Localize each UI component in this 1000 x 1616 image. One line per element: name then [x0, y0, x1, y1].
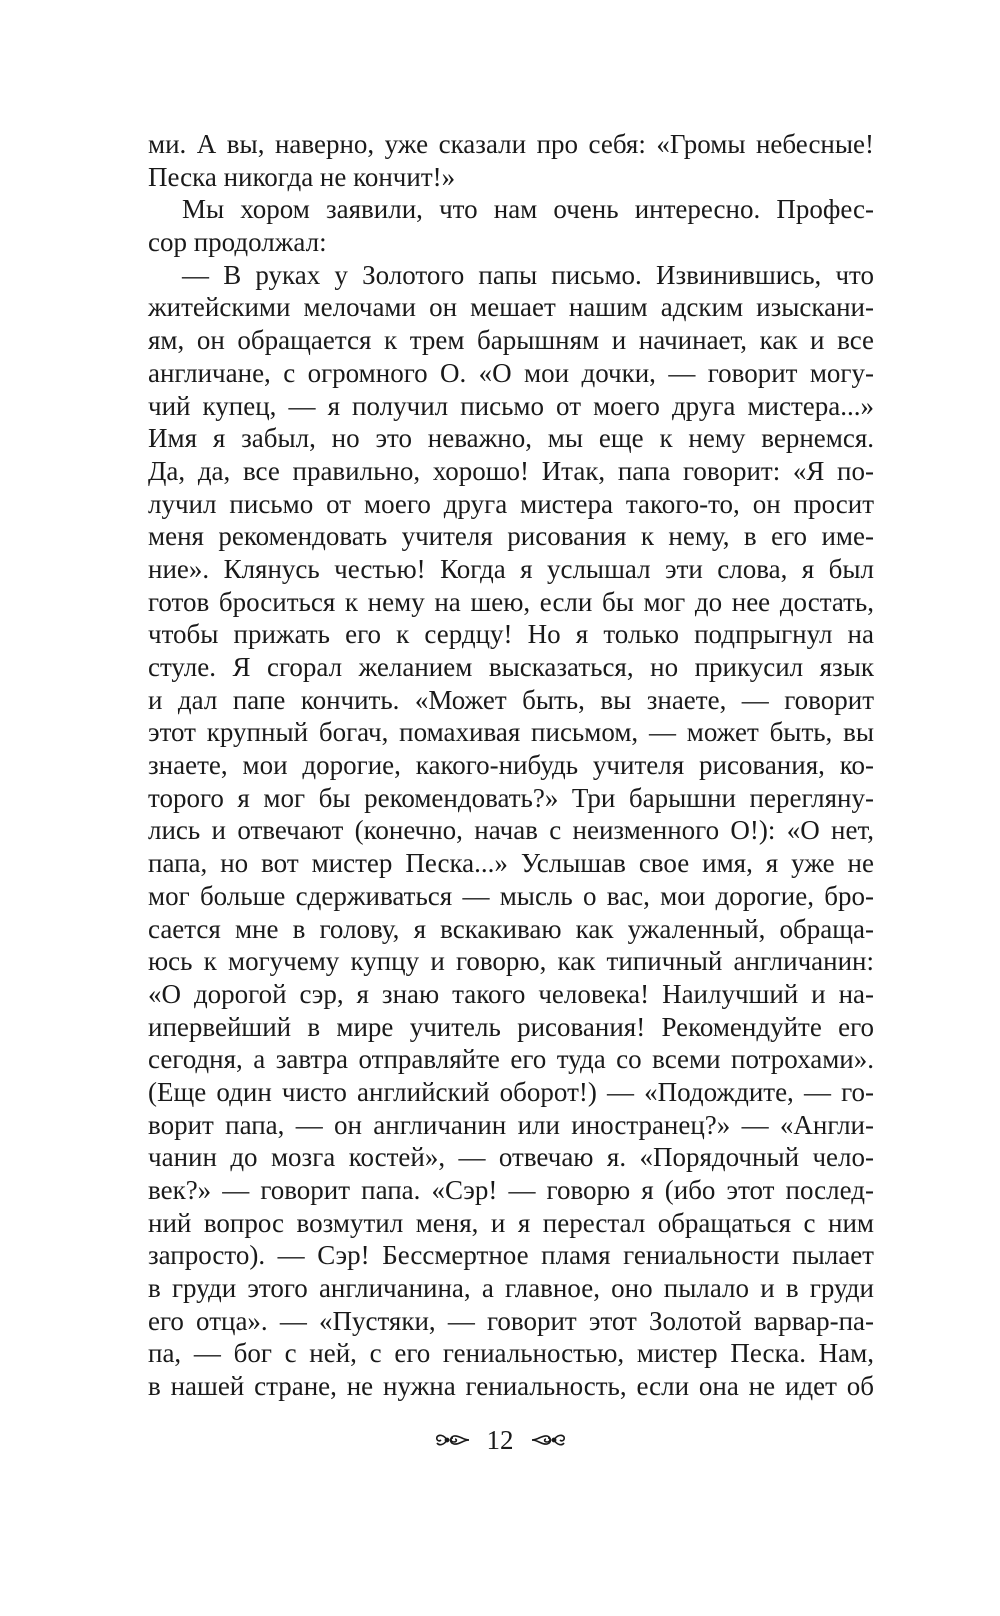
- fleuron-right-icon: [530, 1429, 566, 1451]
- text-line: этот крупный богач, помахивая письмом, — может быть, вы: [148, 717, 874, 748]
- text-line: — В руках у Золотого папы письмо. Извинившись, что: [182, 259, 874, 290]
- text-line: Песка никогда не кончит!»: [148, 161, 456, 192]
- text-line: лись и отвечают (конечно, начав с неизменного О!): «О нет,: [148, 815, 874, 846]
- text-line: ворит папа, — он англичанин или иностранец?» — «Англи-: [148, 1109, 874, 1140]
- text-line: мог больше сдерживаться — мысль о вас, мои дорогие, бро-: [148, 880, 874, 911]
- text-line: па, — бог с ней, с его гениальностью, мистер Песка. Нам,: [148, 1338, 874, 1369]
- text-line: сегодня, а завтра отправляйте его туда со всеми потрохами».: [148, 1044, 874, 1075]
- text-line: юсь к могучему купцу и говорю, как типичный англичанин:: [148, 946, 874, 977]
- text-line: житейскими мелочами он мешает нашим адским изыскани-: [148, 292, 874, 323]
- page-number: 12: [486, 1424, 514, 1455]
- page-body-text: [148, 128, 874, 1403]
- text-line: папа, но вот мистер Песка...» Услышав свое имя, я уже не: [148, 848, 874, 879]
- text-line: в нашей стране, не нужна гениальность, если она не идет об: [148, 1371, 874, 1402]
- text-line: Да, да, все правильно, хорошо! Итак, папа говорит: «Я по-: [148, 455, 874, 486]
- text-line: меня рекомендовать учителя рисования к нему, в его име-: [148, 521, 874, 552]
- text-line: чтобы прижать его к сердцу! Но я только подпрыгнул на: [148, 619, 874, 650]
- page-footer: [0, 1418, 1000, 1462]
- text-line: знаете, мои дорогие, какого-нибудь учителя рисования, ко-: [148, 750, 874, 781]
- text-line: ипервейший в мире учитель рисования! Рекомендуйте его: [148, 1011, 874, 1042]
- fleuron-left-icon: [435, 1429, 471, 1451]
- text-line: чанин до мозга костей», — отвечаю я. «Порядочный чело-: [148, 1142, 874, 1173]
- text-line: (Еще один чисто английский оборот!) — «Подождите, — го-: [148, 1076, 874, 1107]
- text-line: лучил письмо от моего друга мистера такого-то, он просит: [148, 488, 874, 519]
- text-line: его отца». — «Пустяки, — говорит этот Золотой варвар-па-: [148, 1305, 874, 1336]
- text-line: запросто). — Сэр! Бессмертное пламя гениальности пылает: [148, 1240, 874, 1271]
- text-line: сор продолжал:: [148, 227, 327, 258]
- text-line: ми. А вы, наверно, уже сказали про себя: «Громы небесные!: [148, 129, 874, 159]
- text-line: ние». Клянусь честью! Когда я услышал эти слова, я был: [148, 553, 874, 584]
- text-line: стуле. Я сгорал желанием высказаться, но прикусил язык: [148, 652, 874, 682]
- text-line: чий купец, — я получил письмо от моего друга мистера...»: [148, 390, 874, 421]
- text-line: «О дорогой сэр, я знаю такого человека! Наилучший и на-: [148, 978, 874, 1009]
- text-line: век?» — говорит папа. «Сэр! — говорю я (ибо этот послед-: [148, 1175, 874, 1205]
- text-line: и дал папе кончить. «Может быть, вы знаете, — говорит: [148, 684, 874, 715]
- text-line: сается мне в голову, я вскакиваю как ужаленный, обраща-: [148, 913, 874, 944]
- text-line: в груди этого англичанина, а главное, оно пылало и в груди: [148, 1273, 874, 1304]
- text-line: ний вопрос возмутил меня, и я перестал обращаться с ним: [148, 1207, 874, 1238]
- text-line: ям, он обращается к трем барышням и начинает, как и все: [148, 325, 874, 356]
- text-line: Мы хором заявили, что нам очень интересно. Профес-: [182, 194, 874, 225]
- text-line: готов броситься к нему на шею, если бы мог до нее достать,: [148, 586, 874, 617]
- text-line: торого я мог бы рекомендовать?» Три барышни перегляну-: [148, 782, 874, 813]
- text-line: англичане, с огромного О. «О мои дочки, — говорит могу-: [148, 357, 874, 388]
- text-line: Имя я забыл, но это неважно, мы еще к нему вернемся.: [148, 423, 874, 454]
